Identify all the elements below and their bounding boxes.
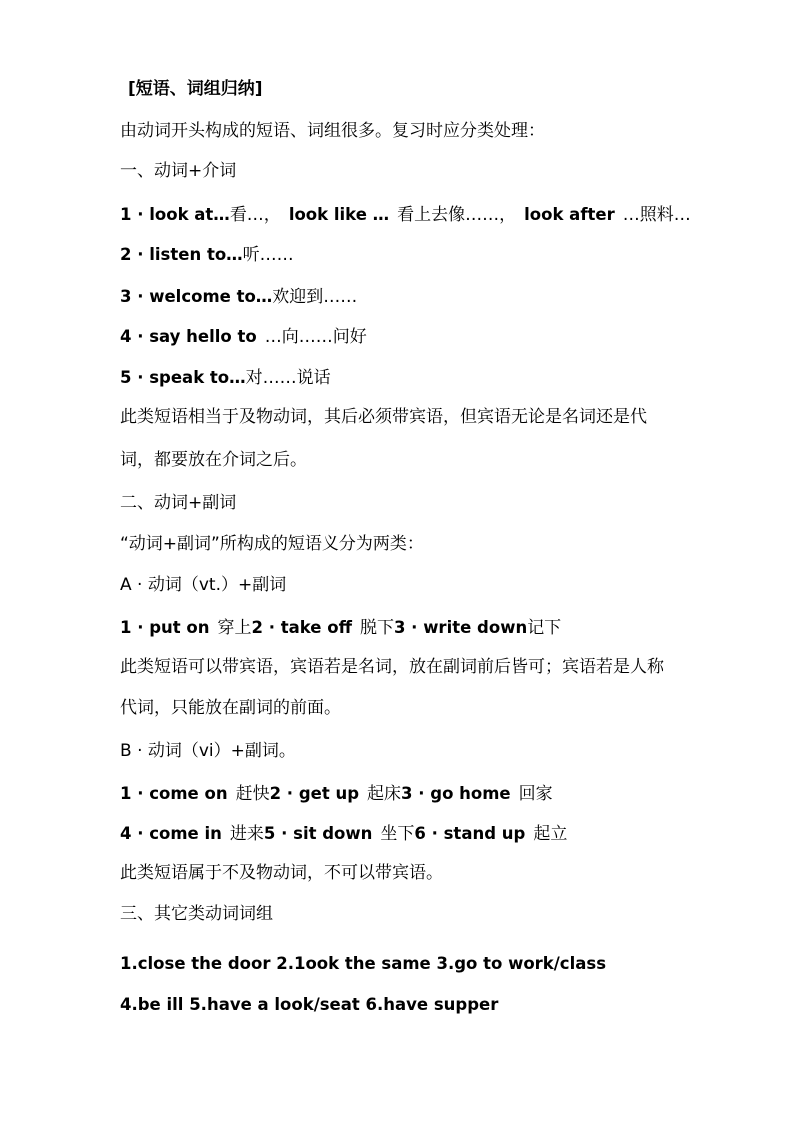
phrase-cn: 赶快 [235, 784, 270, 804]
groupB-phrases-1 [120, 783, 553, 805]
phrase-cn: 对……说话 [245, 368, 331, 388]
phrase-cn: 看…， [229, 205, 281, 225]
section3-line2: 4.be ill 5.have a look/seat 6.have supper [120, 995, 499, 1014]
section1-item-3 [120, 286, 357, 308]
section3-heading: 三、其它类动词词组 [120, 904, 273, 924]
groupA-note-line2: 代词，只能放在副词的前面。 [120, 698, 341, 718]
section1-note-line1: 此类短语相当于及物动词，其后必须带宾语，但宾语无论是名词还是代 [120, 407, 647, 427]
phrase-en: look like … [288, 205, 390, 224]
section1-item-4 [120, 326, 367, 348]
groupB-note: 此类短语属于不及物动词，不可以带宾语。 [120, 863, 443, 883]
phrase-cn: …向……问好 [264, 327, 367, 347]
section1-heading: 一、动词+介词 [120, 161, 237, 181]
phrase-en: 1 · come on [120, 784, 228, 803]
phrase-cn: 起立 [533, 824, 568, 844]
phrase-en: 2 · listen to… [120, 245, 243, 264]
phrase-en: 1 · put on [120, 618, 210, 637]
section2-intro: “动词+副词”所构成的短语义分为两类： [120, 534, 424, 554]
groupA-phrases [120, 617, 561, 639]
phrase-en: 3 · welcome to… [120, 287, 273, 306]
section1-item-2 [120, 244, 294, 266]
groupA-note-line1: 此类短语可以带宾语，宾语若是名词，放在副词前后皆可；宾语若是人称 [120, 657, 664, 677]
phrase-en: 2 · get up [269, 784, 360, 803]
phrase-cn: 看上去像……， [397, 205, 517, 225]
section2-heading: 二、动词+副词 [120, 493, 237, 513]
phrase-cn: 起床 [367, 784, 402, 804]
phrase-en: 3 · write down [393, 618, 528, 637]
phrase-cn: 回家 [518, 784, 553, 804]
intro-text: 由动词开头构成的短语、词组很多。复习时应分类处理： [120, 121, 545, 141]
phrase-en: 2 · take off [251, 618, 352, 637]
phrase-cn: 坐下 [380, 824, 415, 844]
phrase-cn: …照料… [622, 205, 691, 225]
section1-item-1 [120, 204, 691, 226]
groupA-heading: A · 动词（vt.）+副词 [120, 575, 287, 595]
phrase-cn: 进来 [229, 824, 264, 844]
phrase-cn: 穿上 [217, 618, 252, 638]
section1-item-5 [120, 367, 331, 389]
phrase-en: 4 · come in [120, 824, 222, 843]
phrase-cn: 听…… [242, 245, 294, 265]
phrase-en: 1 · look at… [120, 205, 230, 224]
phrase-en: 5 · speak to… [120, 368, 246, 387]
phrase-cn: 欢迎到…… [272, 287, 358, 307]
phrase-en: 3 · go home [401, 784, 511, 803]
section1-note-line2: 词，都要放在介词之后。 [120, 450, 307, 470]
groupB-phrases-2 [120, 823, 567, 845]
phrase-cn: 脱下 [359, 618, 394, 638]
section3-line1: 1.close the door 2.1ook the same 3.go to work/class [120, 954, 607, 973]
phrase-en: 6 · stand up [414, 824, 526, 843]
groupB-heading: B · 动词（vi）+副词。 [120, 741, 296, 761]
phrase-en: 5 · sit down [263, 824, 373, 843]
phrase-en: look after [524, 205, 615, 224]
phrase-en: 4 · say hello to [120, 327, 257, 346]
phrase-cn: 记下 [527, 618, 562, 638]
page-title: [短语、词组归纳] [128, 79, 263, 99]
